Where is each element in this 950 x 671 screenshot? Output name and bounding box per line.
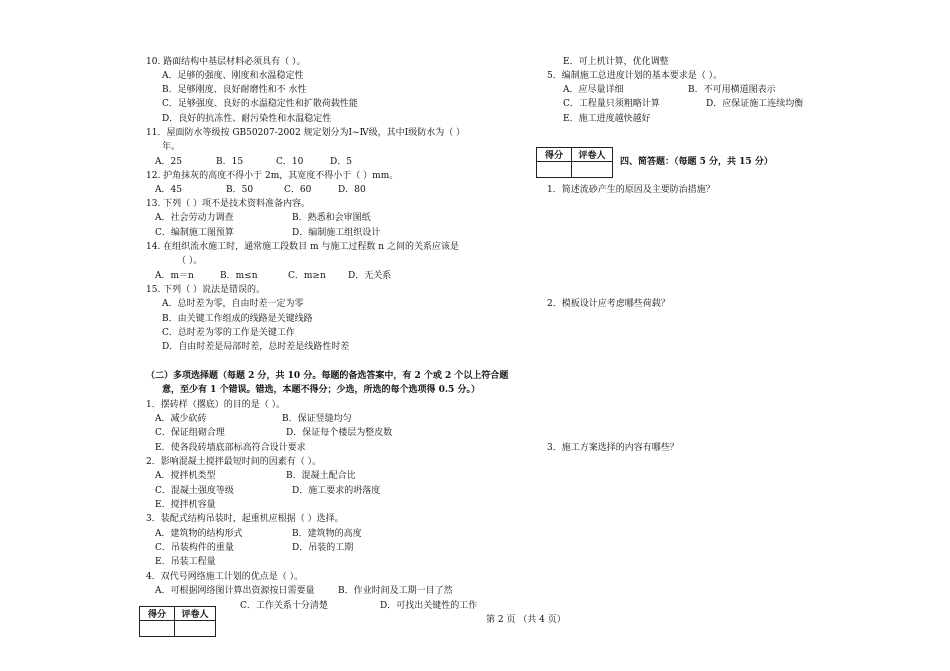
q11-stem: 11．屋面防水等级按 GB50207-2002 规定划分为Ⅰ~Ⅳ级，其中Ⅰ级防水为（ ） — [146, 128, 466, 138]
q13-option-c: C．编制施工图预算 — [155, 228, 234, 238]
m4-option-d: D．可找出关键性的工作 — [380, 601, 478, 611]
m3-option-b: B．建筑物的高度 — [292, 529, 362, 539]
q11-option-a: A．25 — [155, 157, 182, 167]
score-cell[interactable] — [537, 162, 572, 178]
q14-stem: 14. 在组织流水施工时，通常施工段数目 m 与施工过程数 n 之间的关系应该是 — [146, 242, 459, 252]
q10-option-d: D．良好的抗冻性、耐污染性和水温稳定性 — [162, 114, 332, 124]
score-table-bottom — [139, 606, 216, 637]
q15-option-c: C．总时差为零的工作是关键工作 — [162, 328, 295, 338]
q13-option-b: B．熟悉和会审图纸 — [292, 213, 371, 223]
m2-option-c: C．混凝土强度等级 — [155, 486, 234, 496]
q12-option-a: A．45 — [155, 185, 182, 195]
m4-stem: 4．双代号网络施工计划的优点是（ ）。 — [146, 572, 304, 582]
m3-stem: 3．装配式结构吊装时，起重机应根据（ ）选择。 — [146, 514, 344, 524]
section2-heading: （二）多项选择题（每题 2 分，共 10 分。每题的备选答案中，有 2 个或 2 个以上符合题 — [146, 371, 509, 381]
short-answer-3: 3．施工方案选择的内容有哪些？ — [547, 443, 679, 453]
grader-header: 评卷人 — [175, 607, 216, 621]
m5-stem: 5．编制施工总进度计划的基本要求是（ ）。 — [547, 71, 723, 81]
m1-stem: 1．摆砖样（撂底）的目的是（ ）。 — [146, 400, 286, 410]
m1-option-e: E．使各段砖墙底部标高符合设计要求 — [155, 443, 306, 453]
grader-cell[interactable] — [572, 162, 613, 178]
q15-option-b: B．由关键工作组成的线路是关键线路 — [162, 314, 313, 324]
q14-option-a: A．m＝n — [155, 271, 194, 281]
q13-option-a: A．社会劳动力调查 — [155, 213, 234, 223]
m3-option-c: C．吊装构件的重量 — [155, 543, 234, 553]
m3-option-a: A．建筑物的结构形式 — [155, 529, 243, 539]
q15-stem: 15. 下列（ ）说法是错误的。 — [146, 285, 266, 295]
m2-option-b: B．混凝土配合比 — [286, 471, 356, 481]
m4-option-b: B．作业时间及工期一目了然 — [338, 586, 453, 596]
q14-option-c: C．m≥n — [288, 271, 326, 281]
q13-option-d: D．编制施工组织设计 — [292, 228, 381, 238]
grader-cell[interactable] — [175, 621, 216, 637]
m2-option-e: E．搅拌机容量 — [155, 500, 216, 510]
m3-option-d: D．吊装的工期 — [292, 543, 354, 553]
score-header: 得分 — [140, 607, 175, 621]
q12-option-c: C．60 — [284, 185, 312, 195]
section4-heading: 四、简答题：（每题 5 分，共 15 分） — [620, 157, 773, 167]
m5-option-b: B．不可用横道图表示 — [688, 85, 776, 95]
q14-option-b: B．m≤n — [220, 271, 258, 281]
m2-option-a: A．搅拌机类型 — [155, 471, 216, 481]
q14-stem-cont: （ ）。 — [177, 256, 203, 266]
m1-option-b: B．保证竖缝均匀 — [282, 414, 352, 424]
m5-option-d: D．应保证施工连续均衡 — [706, 99, 804, 109]
q12-option-b: B．50 — [226, 185, 254, 195]
m4-option-a: A．可根据网络图计算出资源按日需要量 — [155, 586, 315, 596]
short-answer-2: 2．模板设计应考虑哪些荷载？ — [547, 299, 670, 309]
m1-option-a: A．减少砍砖 — [155, 414, 207, 424]
q12-option-d: D．80 — [338, 185, 366, 195]
m4-option-c: C．工作关系十分清楚 — [240, 601, 328, 611]
score-cell[interactable] — [140, 621, 175, 637]
m4-option-e: E．可上机计算，优化调整 — [563, 57, 669, 67]
q11-option-c: C．10 — [276, 157, 304, 167]
q10-option-a: A．足够的强度、刚度和水温稳定性 — [162, 71, 304, 81]
m5-option-c: C．工程量只须粗略计算 — [563, 99, 660, 109]
q14-option-d: D．无关系 — [348, 271, 392, 281]
q11-option-d: D．5 — [330, 157, 352, 167]
section2-heading-cont: 意，至少有 1 个错误。错选，本题不得分；少选，所选的每个选项得 0.5 分。） — [162, 385, 480, 395]
short-answer-1: 1．简述流砂产生的原因及主要防治措施？ — [547, 185, 715, 195]
q15-option-d: D．自由时差是局部时差，总时差是线路性时差 — [162, 342, 350, 352]
m5-option-a: A．应尽量详细 — [563, 85, 624, 95]
q10-stem: 10. 路面结构中基层材料必须具有（ ）。 — [146, 57, 306, 67]
score-table-section4 — [536, 147, 613, 178]
m1-option-d: D．保证每个楼层为整皮数 — [286, 428, 393, 438]
q11-option-b: B．15 — [216, 157, 244, 167]
q10-option-b: B．足够刚度、良好耐磨性和不 水性 — [162, 85, 307, 95]
m2-stem: 2．影响混凝土搅拌最短时间的因素有（ ）。 — [146, 457, 322, 467]
m3-option-e: E．吊装工程量 — [155, 557, 216, 567]
m2-option-d: D．施工要求的坍落度 — [292, 486, 381, 496]
q12-stem: 12. 护角抹灰的高度不得小于 2m，其宽度不得小于（ ）mm。 — [146, 171, 399, 181]
page-footer: 第 2 页 （共 4 页） — [486, 615, 566, 625]
score-header: 得分 — [537, 148, 572, 162]
q11-stem-cont: 年。 — [162, 142, 181, 152]
grader-header: 评卷人 — [572, 148, 613, 162]
m5-option-e: E．施工进度越快越好 — [563, 114, 651, 124]
q10-option-c: C．足够强度、良好的水温稳定性和扩散荷载性能 — [162, 99, 358, 109]
q15-option-a: A．总时差为零，自由时差一定为零 — [162, 299, 304, 309]
q13-stem: 13. 下列（ ）项不是技术资料准备内容。 — [146, 199, 311, 209]
m1-option-c: C．保证组砌合理 — [155, 428, 225, 438]
